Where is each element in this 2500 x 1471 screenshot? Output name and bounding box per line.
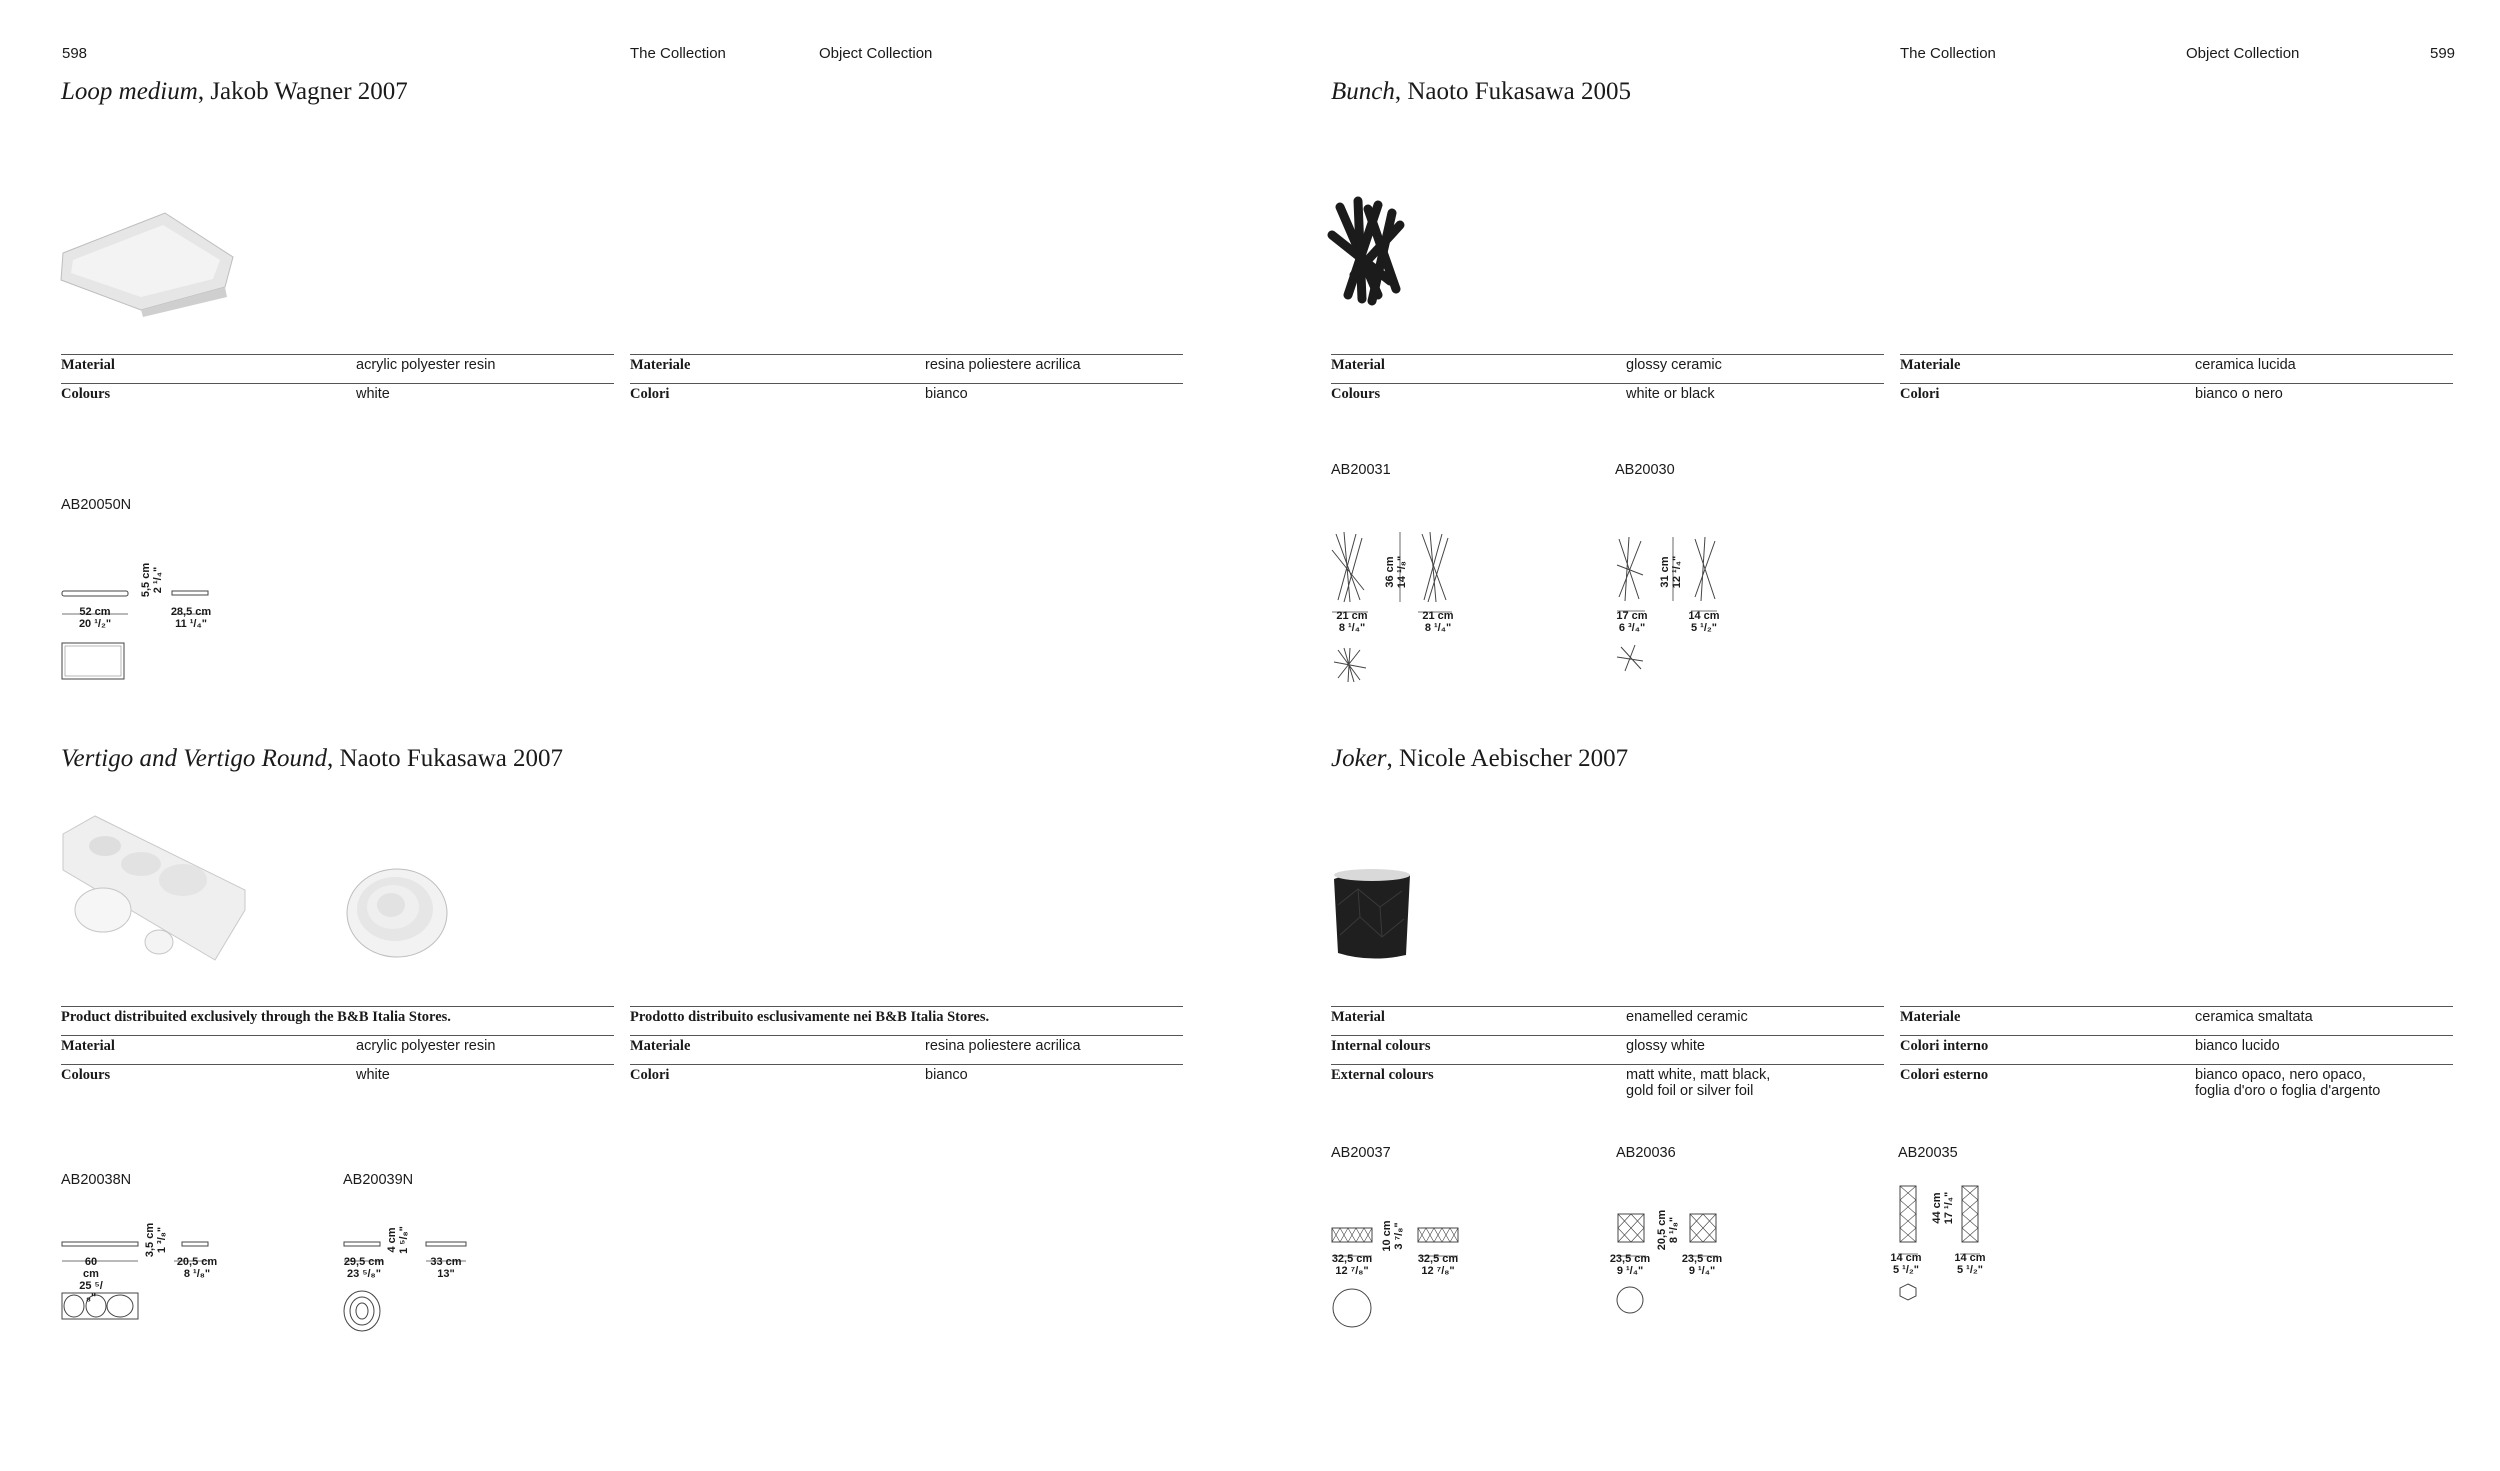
spec-row: [1900, 1064, 2453, 1109]
dim-width: [342, 1256, 386, 1280]
product-name: Joker: [1331, 745, 1387, 772]
dim-cm: 28,5 cm: [170, 606, 212, 618]
dim-in: 23 ⁵/₈": [347, 1268, 381, 1280]
spec-value: bianco lucido: [2195, 1038, 2280, 1054]
dim-depth: [1418, 610, 1458, 634]
product-name: Loop medium: [61, 78, 198, 105]
dim-in: 25 ⁵/₈": [79, 1280, 103, 1304]
spec-value: resina poliestere acrilica: [925, 357, 1081, 373]
dim-cm: 14 cm: [1890, 1252, 1922, 1264]
dim-depth: [426, 1256, 466, 1280]
dim-height: [1659, 547, 1683, 597]
spec-key: Material: [1331, 357, 1385, 373]
spec-value: matt white, matt black, gold foil or silver foil: [1626, 1067, 1771, 1099]
dim-in: 12 ¹/₄": [1671, 555, 1683, 589]
dim-in: 5 ¹/₂": [1691, 622, 1717, 634]
dim-cm: 21 cm: [1422, 610, 1454, 622]
product-code: AB20050N: [61, 497, 132, 513]
spec-key: Colori interno: [1900, 1038, 1989, 1054]
dim-in: 8 ¹/₄": [1338, 622, 1366, 634]
spec-table-loop-en: [61, 354, 614, 412]
dim-width: [1332, 610, 1372, 634]
spec-value: bianco opaco, nero opaco, foglia d'oro o foglia d'argento: [2195, 1067, 2381, 1099]
dim-height: [1381, 1218, 1405, 1254]
dim-cm: 29,5 cm: [343, 1256, 385, 1268]
spec-key: Colours: [61, 386, 111, 402]
spec-row: [61, 1035, 614, 1064]
dim-cm: 33 cm: [430, 1256, 462, 1268]
distribution-note: Prodotto distribuito esclusivamente nei B&B Italia Stores.: [630, 1009, 990, 1025]
dim-in: 8 ¹/₈": [183, 1268, 211, 1280]
dim-in: 20 ¹/₂": [78, 618, 112, 630]
vertigo-dimension-drawing-2: [342, 1235, 482, 1335]
spec-row: [1331, 354, 1884, 383]
spec-value: enamelled ceramic: [1626, 1009, 1748, 1025]
dim-in: 9 ¹/₄": [1688, 1265, 1716, 1277]
spec-value: ceramica smaltata: [2195, 1009, 2313, 1025]
spec-table-vertigo-it: [630, 1006, 1183, 1093]
dim-cm: 4 cm: [386, 1227, 398, 1253]
spec-row: [630, 1006, 1183, 1035]
spec-row: [630, 383, 1183, 412]
spec-row: [61, 1006, 614, 1035]
spec-key: Colours: [61, 1067, 111, 1083]
dim-in: 6 ³/₄": [1618, 622, 1646, 634]
dim-height: [1384, 546, 1408, 598]
spec-value: resina poliestere acrilica: [925, 1038, 1081, 1054]
product-title-bunch: [1331, 78, 1631, 106]
product-code: AB20030: [1615, 462, 1675, 478]
spec-key: Colours: [1331, 386, 1381, 402]
dim-depth: [1952, 1252, 1988, 1276]
product-designer: , Naoto Fukasawa 2007: [326, 745, 564, 772]
dim-in: 12 ⁷/₈": [1335, 1265, 1369, 1277]
spec-row: [1900, 1006, 2453, 1035]
dim-depth: [1416, 1253, 1460, 1277]
dim-cm: 20,5 cm: [176, 1256, 218, 1268]
spec-key: Colori: [630, 386, 670, 402]
dim-in: 3 ⁷/₈": [1393, 1222, 1405, 1250]
spec-row: [1331, 1035, 1884, 1064]
spec-value: white: [356, 1067, 390, 1083]
spec-value: glossy white: [1626, 1038, 1705, 1054]
dim-depth: [172, 1256, 222, 1280]
spec-key: Colori: [1900, 386, 1940, 402]
dim-in: 11 ¹/₄": [175, 618, 207, 630]
distribution-note: Product distribuited exclusively through the B&B Italia Stores.: [61, 1009, 451, 1025]
spec-table-loop-it: [630, 354, 1183, 412]
spec-key: Materiale: [630, 357, 691, 373]
spec-value: acrylic polyester resin: [356, 1038, 496, 1054]
dim-in: 17 ¹/₄": [1943, 1191, 1955, 1225]
dim-cm: 17 cm: [1616, 610, 1648, 622]
product-code: AB20036: [1616, 1145, 1676, 1161]
spec-row: [630, 1064, 1183, 1093]
dim-width: [1330, 1253, 1374, 1277]
dim-in: 1 ³/₈": [156, 1226, 168, 1254]
dim-cm: 36 cm: [1384, 556, 1396, 588]
spec-table-bunch-it: [1900, 354, 2453, 412]
product-code: AB20031: [1331, 462, 1391, 478]
spec-key: Materiale: [630, 1038, 691, 1054]
spec-key: Material: [61, 1038, 115, 1054]
spec-value: bianco: [925, 1067, 968, 1083]
header-subsection-right: Object Collection: [2186, 45, 2300, 62]
dim-cm: 44 cm: [1931, 1192, 1943, 1224]
dim-width: [1608, 1253, 1652, 1277]
spec-row: [630, 354, 1183, 383]
dim-depth: [166, 606, 216, 630]
spec-value: bianco: [925, 386, 968, 402]
loop-tray-photo: [55, 205, 245, 315]
dim-cm: 10 cm: [1381, 1220, 1393, 1252]
dim-height: [386, 1222, 410, 1258]
dim-height: [140, 558, 164, 602]
spec-row: [1900, 383, 2453, 412]
dim-cm: 52 cm: [79, 606, 111, 618]
dim-cm: 23,5 cm: [1609, 1253, 1651, 1265]
spec-row: [1331, 1064, 1884, 1109]
spec-value: bianco o nero: [2195, 386, 2283, 402]
dim-in: 5 ¹/₂": [1893, 1264, 1919, 1276]
header-section-right: The Collection: [1900, 45, 1996, 62]
dim-width: [76, 1256, 106, 1304]
dim-cm: 60 cm: [83, 1256, 99, 1280]
spec-row: [61, 1064, 614, 1093]
product-code: AB20037: [1331, 1145, 1391, 1161]
spec-value: white or black: [1626, 386, 1715, 402]
dim-cm: 3,5 cm: [144, 1222, 156, 1258]
spec-row: [61, 354, 614, 383]
dim-height: [144, 1220, 168, 1260]
spec-key: Material: [61, 357, 115, 373]
spec-table-vertigo-en: [61, 1006, 614, 1093]
dim-cm: 32,5 cm: [1331, 1253, 1373, 1265]
dim-cm: 14 cm: [1688, 610, 1720, 622]
dim-in: 13": [437, 1268, 455, 1280]
product-designer: , Jakob Wagner 2007: [197, 78, 408, 105]
spec-key: Materiale: [1900, 357, 1961, 373]
dim-in: 8 ¹/₄": [1424, 622, 1452, 634]
spec-table-bunch-en: [1331, 354, 1884, 412]
spec-value: white: [356, 386, 390, 402]
product-code: AB20039N: [343, 1172, 414, 1188]
product-designer: , Naoto Fukasawa 2005: [1394, 78, 1631, 105]
spec-row: [1331, 383, 1884, 412]
dim-width: [1614, 610, 1650, 634]
product-name: Vertigo and Vertigo Round: [61, 745, 327, 772]
spec-row: [1900, 354, 2453, 383]
product-code: AB20038N: [61, 1172, 132, 1188]
spec-value: acrylic polyester resin: [356, 357, 496, 373]
spec-table-joker-it: [1900, 1006, 2453, 1109]
spec-key: External colours: [1331, 1067, 1434, 1083]
spec-key: Materiale: [1900, 1009, 1961, 1025]
spec-value: ceramica lucida: [2195, 357, 2296, 373]
spec-key: Colori esterno: [1900, 1067, 1989, 1083]
dim-cm: 20,5 cm: [1656, 1209, 1668, 1251]
dim-depth: [1686, 610, 1722, 634]
spec-value: glossy ceramic: [1626, 357, 1722, 373]
spec-key: Colori: [630, 1067, 670, 1083]
spec-row: [630, 1035, 1183, 1064]
spec-row: [1900, 1035, 2453, 1064]
product-title-vertigo: [61, 745, 563, 773]
dim-in: 2 ¹/₄": [152, 566, 164, 594]
spec-row: [61, 383, 614, 412]
dim-cm: 31 cm: [1659, 556, 1671, 588]
dim-height: [1931, 1183, 1955, 1233]
dim-cm: 32,5 cm: [1417, 1253, 1459, 1265]
product-name: Bunch: [1331, 78, 1395, 105]
header-section-left: The Collection: [630, 45, 726, 62]
dim-in: 8 ¹/₈": [1668, 1216, 1680, 1244]
dim-width: [64, 606, 126, 630]
dim-width: [1888, 1252, 1924, 1276]
dim-cm: 23,5 cm: [1681, 1253, 1723, 1265]
dim-in: 12 ⁷/₈": [1421, 1265, 1455, 1277]
product-title-joker: [1331, 745, 1628, 773]
dim-cm: 14 cm: [1954, 1252, 1986, 1264]
joker-vase-photo: [1330, 865, 1420, 965]
dim-height: [1656, 1208, 1680, 1252]
dim-in: 1 ⁵/₈": [398, 1226, 410, 1254]
spec-row: [1331, 1006, 1884, 1035]
spec-key: Internal colours: [1331, 1038, 1431, 1054]
product-code: AB20035: [1898, 1145, 1958, 1161]
dim-cm: 5,5 cm: [140, 562, 152, 598]
dim-in: 9 ¹/₄": [1616, 1265, 1644, 1277]
page-number-left: 598: [62, 45, 88, 62]
product-title-loop: [61, 78, 408, 106]
page-number-right: 599: [2430, 45, 2456, 62]
spec-key: Material: [1331, 1009, 1385, 1025]
dim-in: 14 ¹/₈": [1396, 555, 1408, 589]
product-designer: , Nicole Aebischer 2007: [1386, 745, 1629, 772]
dim-cm: 21 cm: [1336, 610, 1368, 622]
header-subsection-left: Object Collection: [819, 45, 933, 62]
dim-depth: [1680, 1253, 1724, 1277]
dim-in: 5 ¹/₂": [1957, 1264, 1983, 1276]
bunch-photo: [1320, 195, 1430, 310]
spec-table-joker-en: [1331, 1006, 1884, 1109]
vertigo-tray-photo: [55, 810, 255, 970]
vertigo-round-photo: [345, 865, 455, 965]
